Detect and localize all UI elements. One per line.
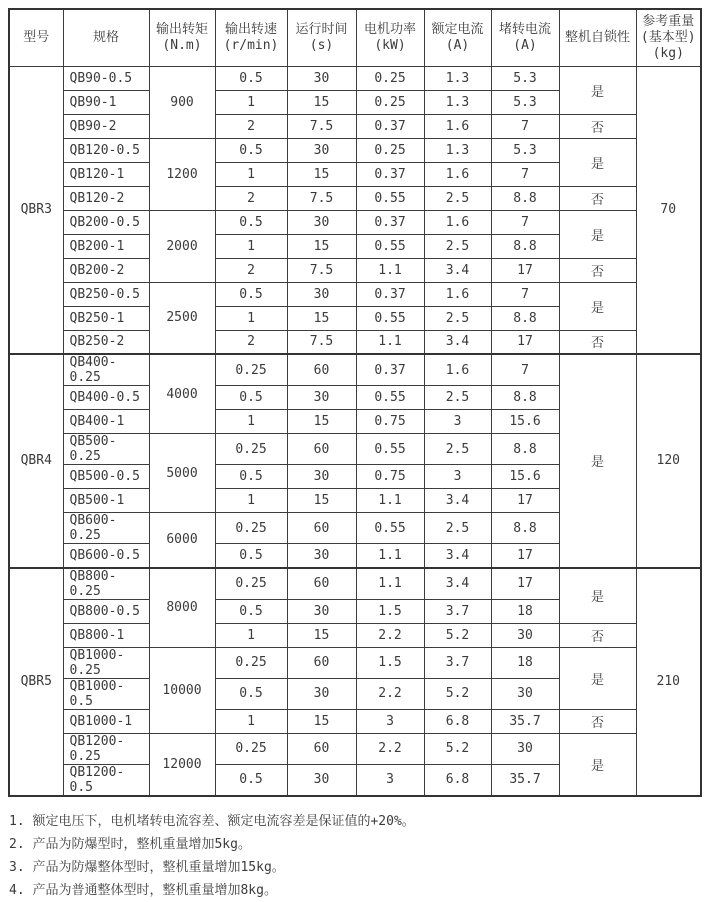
- stall-current-cell: 7: [491, 354, 559, 386]
- stall-current-cell: 5.3: [491, 66, 559, 90]
- column-header-model: 型号: [9, 9, 63, 66]
- stall-current-cell: 5.3: [491, 138, 559, 162]
- spec-cell: QB250-0.5: [63, 282, 149, 306]
- spec-cell: QB90-2: [63, 114, 149, 138]
- model-cell: QBR3: [9, 66, 63, 354]
- time-cell: 15: [287, 489, 356, 513]
- selflock-cell: 否: [559, 186, 636, 210]
- table-row: [9, 733, 701, 764]
- time-cell: 30: [287, 210, 356, 234]
- speed-cell: 1: [215, 234, 287, 258]
- table-row: [9, 282, 701, 306]
- note: 2. 产品为防爆型时，整机重量增加5kg。: [9, 836, 251, 852]
- stall-current-cell: 17: [491, 489, 559, 513]
- stall-current-cell: 17: [491, 544, 559, 568]
- rated-current-cell: 1.6: [424, 162, 491, 186]
- power-cell: 0.55: [356, 434, 424, 465]
- speed-cell: 0.5: [215, 282, 287, 306]
- note: 1. 额定电压下，电机堵转电流容差、额定电流容差是保证值的+20%。: [9, 813, 415, 829]
- time-cell: 30: [287, 138, 356, 162]
- table-row: [9, 330, 701, 354]
- spec-cell: QB1000-1: [63, 709, 149, 733]
- torque-cell: 1200: [149, 138, 215, 210]
- selflock-cell: 是: [559, 282, 636, 330]
- stall-current-cell: 7: [491, 114, 559, 138]
- stall-current-cell: 30: [491, 678, 559, 709]
- column-header-torque: 输出转矩 (N.m): [149, 9, 215, 66]
- rated-current-cell: 1.6: [424, 354, 491, 386]
- time-cell: 15: [287, 709, 356, 733]
- spec-cell: QB800-0.5: [63, 599, 149, 623]
- weight-cell: 70: [636, 66, 701, 354]
- torque-cell: 5000: [149, 434, 215, 513]
- power-cell: 0.75: [356, 410, 424, 434]
- spec-cell: QB1000-0.5: [63, 678, 149, 709]
- time-cell: 7.5: [287, 114, 356, 138]
- time-cell: 15: [287, 234, 356, 258]
- table-row: [9, 138, 701, 162]
- rated-current-cell: 3: [424, 465, 491, 489]
- rated-current-cell: 5.2: [424, 678, 491, 709]
- power-cell: 0.25: [356, 66, 424, 90]
- table-row: [9, 186, 701, 210]
- speed-cell: 0.5: [215, 678, 287, 709]
- power-cell: 0.25: [356, 138, 424, 162]
- stall-current-cell: 15.6: [491, 465, 559, 489]
- time-cell: 30: [287, 764, 356, 796]
- power-cell: 3: [356, 764, 424, 796]
- time-cell: 60: [287, 434, 356, 465]
- selflock-cell: 是: [559, 66, 636, 114]
- rated-current-cell: 3.4: [424, 258, 491, 282]
- table-row: [9, 623, 701, 647]
- stall-current-cell: 18: [491, 599, 559, 623]
- selflock-cell: 否: [559, 709, 636, 733]
- speed-cell: 2: [215, 330, 287, 354]
- time-cell: 30: [287, 599, 356, 623]
- rated-current-cell: 6.8: [424, 709, 491, 733]
- stall-current-cell: 8.8: [491, 234, 559, 258]
- speed-cell: 0.5: [215, 465, 287, 489]
- power-cell: 2.2: [356, 733, 424, 764]
- stall-current-cell: 8.8: [491, 386, 559, 410]
- speed-cell: 1: [215, 306, 287, 330]
- time-cell: 60: [287, 568, 356, 600]
- power-cell: 0.37: [356, 114, 424, 138]
- speed-cell: 0.5: [215, 764, 287, 796]
- stall-current-cell: 17: [491, 330, 559, 354]
- spec-cell: QB800-0.25: [63, 568, 149, 600]
- selflock-cell: 是: [559, 568, 636, 624]
- torque-cell: 8000: [149, 568, 215, 648]
- selflock-cell: 否: [559, 623, 636, 647]
- spec-cell: QB120-2: [63, 186, 149, 210]
- table-row: [9, 114, 701, 138]
- speed-cell: 2: [215, 114, 287, 138]
- speed-cell: 0.25: [215, 354, 287, 386]
- speed-cell: 0.5: [215, 210, 287, 234]
- stall-current-cell: 30: [491, 733, 559, 764]
- rated-current-cell: 3.4: [424, 489, 491, 513]
- rated-current-cell: 5.2: [424, 623, 491, 647]
- stall-current-cell: 30: [491, 623, 559, 647]
- power-cell: 1.5: [356, 599, 424, 623]
- selflock-cell: 是: [559, 733, 636, 796]
- model-cell: QBR5: [9, 568, 63, 796]
- time-cell: 30: [287, 66, 356, 90]
- rated-current-cell: 1.3: [424, 138, 491, 162]
- rated-current-cell: 2.5: [424, 386, 491, 410]
- footnotes: [9, 810, 705, 902]
- column-header-speed: 输出转速 (r/min): [215, 9, 287, 66]
- torque-cell: 2000: [149, 210, 215, 282]
- rated-current-cell: 3.7: [424, 599, 491, 623]
- selflock-cell: 是: [559, 354, 636, 568]
- table-row: [9, 258, 701, 282]
- spec-cell: QB600-0.5: [63, 544, 149, 568]
- column-header-time: 运行时间 (s): [287, 9, 356, 66]
- speed-cell: 0.5: [215, 66, 287, 90]
- power-cell: 1.1: [356, 489, 424, 513]
- selflock-cell: 是: [559, 138, 636, 186]
- weight-cell: 210: [636, 568, 701, 796]
- rated-current-cell: 5.2: [424, 733, 491, 764]
- power-cell: 0.55: [356, 234, 424, 258]
- rated-current-cell: 1.6: [424, 210, 491, 234]
- torque-cell: 4000: [149, 354, 215, 434]
- time-cell: 60: [287, 733, 356, 764]
- column-header-weight: 参考重量 (基本型) (kg): [636, 9, 701, 66]
- speed-cell: 1: [215, 709, 287, 733]
- rated-current-cell: 1.3: [424, 66, 491, 90]
- speed-cell: 0.25: [215, 733, 287, 764]
- time-cell: 7.5: [287, 186, 356, 210]
- rated-current-cell: 2.5: [424, 186, 491, 210]
- torque-cell: 6000: [149, 513, 215, 568]
- rated-current-cell: 3.4: [424, 544, 491, 568]
- stall-current-cell: 35.7: [491, 764, 559, 796]
- motor-spec-table: [8, 8, 702, 797]
- power-cell: 1.5: [356, 647, 424, 678]
- spec-cell: QB600-0.25: [63, 513, 149, 544]
- power-cell: 2.2: [356, 678, 424, 709]
- rated-current-cell: 1.6: [424, 282, 491, 306]
- rated-current-cell: 2.5: [424, 234, 491, 258]
- spec-cell: QB500-0.5: [63, 465, 149, 489]
- table-row: [9, 709, 701, 733]
- column-header-selflock: 整机自锁性: [559, 9, 636, 66]
- speed-cell: 0.25: [215, 434, 287, 465]
- speed-cell: 0.25: [215, 647, 287, 678]
- speed-cell: 0.5: [215, 138, 287, 162]
- power-cell: 1.1: [356, 330, 424, 354]
- spec-cell: QB250-2: [63, 330, 149, 354]
- stall-current-cell: 35.7: [491, 709, 559, 733]
- rated-current-cell: 2.5: [424, 513, 491, 544]
- speed-cell: 1: [215, 489, 287, 513]
- stall-current-cell: 15.6: [491, 410, 559, 434]
- spec-cell: QB200-2: [63, 258, 149, 282]
- rated-current-cell: 3.4: [424, 568, 491, 600]
- table-header: [9, 9, 701, 66]
- stall-current-cell: 17: [491, 568, 559, 600]
- speed-cell: 0.25: [215, 568, 287, 600]
- rated-current-cell: 1.3: [424, 90, 491, 114]
- power-cell: 0.55: [356, 186, 424, 210]
- rated-current-cell: 2.5: [424, 306, 491, 330]
- column-header-spec: 规格: [63, 9, 149, 66]
- rated-current-cell: 3.4: [424, 330, 491, 354]
- spec-cell: QB400-1: [63, 410, 149, 434]
- speed-cell: 1: [215, 623, 287, 647]
- time-cell: 30: [287, 282, 356, 306]
- spec-cell: QB1000-0.25: [63, 647, 149, 678]
- time-cell: 60: [287, 513, 356, 544]
- spec-cell: QB120-0.5: [63, 138, 149, 162]
- model-cell: QBR4: [9, 354, 63, 568]
- column-header-rated-current: 额定电流 (A): [424, 9, 491, 66]
- time-cell: 15: [287, 90, 356, 114]
- stall-current-cell: 7: [491, 210, 559, 234]
- table-row: [9, 647, 701, 678]
- power-cell: 0.37: [356, 354, 424, 386]
- power-cell: 0.37: [356, 210, 424, 234]
- spec-cell: QB500-0.25: [63, 434, 149, 465]
- spec-cell: QB400-0.5: [63, 386, 149, 410]
- spec-cell: QB120-1: [63, 162, 149, 186]
- note: 3. 产品为防爆整体型时，整机重量增加15kg。: [9, 859, 285, 875]
- stall-current-cell: 8.8: [491, 186, 559, 210]
- selflock-cell: 否: [559, 330, 636, 354]
- time-cell: 30: [287, 465, 356, 489]
- spec-cell: QB90-0.5: [63, 66, 149, 90]
- weight-cell: 120: [636, 354, 701, 568]
- spec-cell: QB250-1: [63, 306, 149, 330]
- stall-current-cell: 8.8: [491, 434, 559, 465]
- speed-cell: 2: [215, 186, 287, 210]
- power-cell: 0.75: [356, 465, 424, 489]
- spec-cell: QB1200-0.5: [63, 764, 149, 796]
- time-cell: 30: [287, 386, 356, 410]
- time-cell: 7.5: [287, 258, 356, 282]
- stall-current-cell: 5.3: [491, 90, 559, 114]
- time-cell: 60: [287, 354, 356, 386]
- column-header-stall-current: 堵转电流 (A): [491, 9, 559, 66]
- selflock-cell: 是: [559, 210, 636, 258]
- time-cell: 60: [287, 647, 356, 678]
- power-cell: 1.1: [356, 544, 424, 568]
- power-cell: 0.55: [356, 306, 424, 330]
- rated-current-cell: 3.7: [424, 647, 491, 678]
- spec-cell: QB200-0.5: [63, 210, 149, 234]
- power-cell: 2.2: [356, 623, 424, 647]
- rated-current-cell: 3: [424, 410, 491, 434]
- speed-cell: 0.5: [215, 386, 287, 410]
- time-cell: 15: [287, 306, 356, 330]
- speed-cell: 1: [215, 90, 287, 114]
- power-cell: 0.25: [356, 90, 424, 114]
- header-row: [9, 9, 701, 66]
- spec-cell: QB800-1: [63, 623, 149, 647]
- spec-cell: QB200-1: [63, 234, 149, 258]
- time-cell: 30: [287, 544, 356, 568]
- time-cell: 30: [287, 678, 356, 709]
- time-cell: 15: [287, 623, 356, 647]
- speed-cell: 0.5: [215, 544, 287, 568]
- spec-cell: QB400-0.25: [63, 354, 149, 386]
- selflock-cell: 否: [559, 114, 636, 138]
- stall-current-cell: 8.8: [491, 306, 559, 330]
- selflock-cell: 否: [559, 258, 636, 282]
- power-cell: 0.37: [356, 282, 424, 306]
- time-cell: 15: [287, 410, 356, 434]
- column-header-power: 电机功率 (kW): [356, 9, 424, 66]
- power-cell: 1.1: [356, 568, 424, 600]
- power-cell: 0.37: [356, 162, 424, 186]
- time-cell: 7.5: [287, 330, 356, 354]
- power-cell: 0.55: [356, 513, 424, 544]
- stall-current-cell: 7: [491, 282, 559, 306]
- table-row: [9, 354, 701, 386]
- speed-cell: 1: [215, 410, 287, 434]
- speed-cell: 0.5: [215, 599, 287, 623]
- time-cell: 15: [287, 162, 356, 186]
- rated-current-cell: 6.8: [424, 764, 491, 796]
- stall-current-cell: 8.8: [491, 513, 559, 544]
- speed-cell: 1: [215, 162, 287, 186]
- table-row: [9, 66, 701, 90]
- stall-current-cell: 7: [491, 162, 559, 186]
- speed-cell: 2: [215, 258, 287, 282]
- torque-cell: 12000: [149, 733, 215, 796]
- power-cell: 0.55: [356, 386, 424, 410]
- table-row: [9, 568, 701, 600]
- torque-cell: 900: [149, 66, 215, 138]
- stall-current-cell: 17: [491, 258, 559, 282]
- table-body: [9, 66, 701, 796]
- power-cell: 1.1: [356, 258, 424, 282]
- torque-cell: 2500: [149, 282, 215, 354]
- spec-cell: QB500-1: [63, 489, 149, 513]
- power-cell: 3: [356, 709, 424, 733]
- note: 4. 产品为普通整体型时，整机重量增加8kg。: [9, 882, 277, 898]
- selflock-cell: 是: [559, 647, 636, 709]
- spec-cell: QB1200-0.25: [63, 733, 149, 764]
- spec-cell: QB90-1: [63, 90, 149, 114]
- torque-cell: 10000: [149, 647, 215, 733]
- rated-current-cell: 2.5: [424, 434, 491, 465]
- speed-cell: 0.25: [215, 513, 287, 544]
- table-row: [9, 210, 701, 234]
- rated-current-cell: 1.6: [424, 114, 491, 138]
- stall-current-cell: 18: [491, 647, 559, 678]
